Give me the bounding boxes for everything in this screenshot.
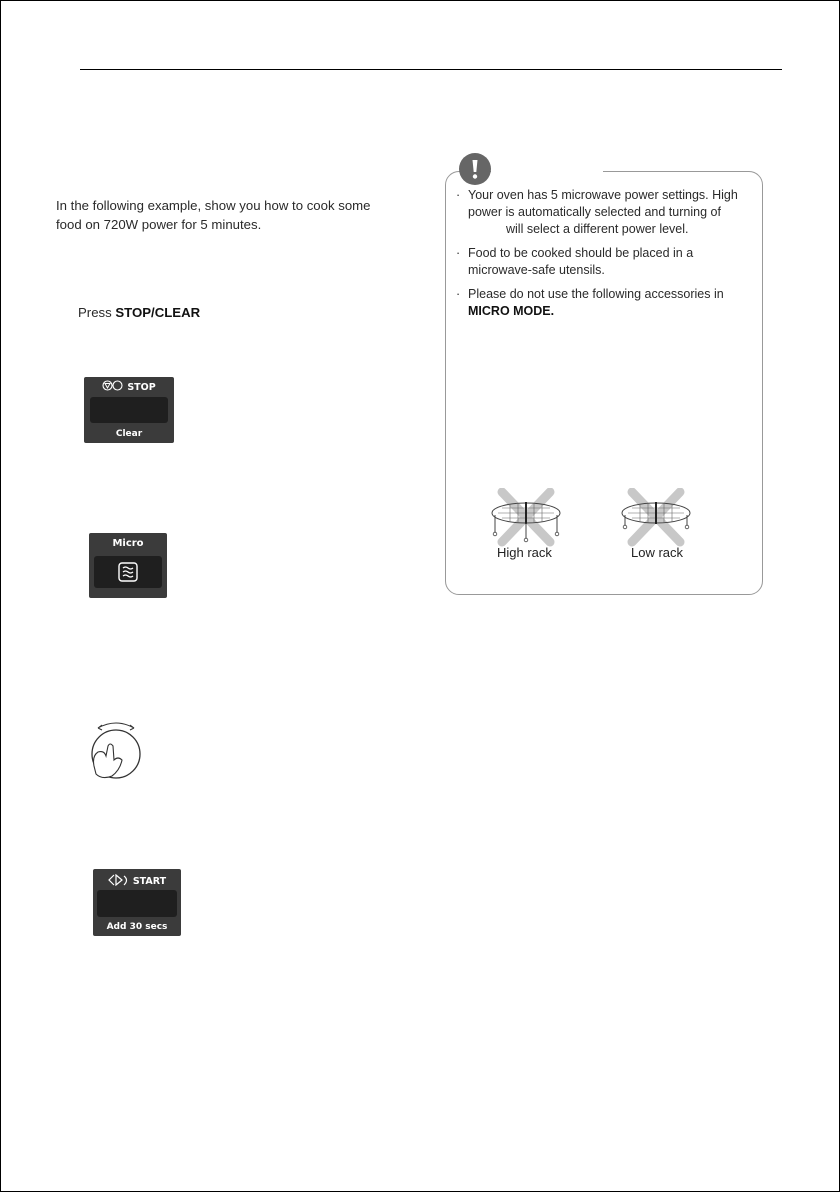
stop-icon: [102, 380, 124, 391]
step-1-keyword: STOP/CLEAR: [115, 305, 201, 320]
note-bullet: ·: [456, 287, 461, 301]
intro-line-1: In the following example, show you how to cook some: [56, 198, 371, 213]
stop-clear-button[interactable]: [84, 377, 174, 443]
step-1-prefix: Press: [78, 305, 116, 320]
low-rack-label: Low rack: [631, 545, 684, 560]
note-item-1: [455, 187, 755, 238]
intro-text: [56, 196, 396, 234]
note-item-1-line-3: will select a different power level.: [506, 222, 689, 236]
note-title-rule: [491, 171, 603, 173]
start-button-label: START: [132, 876, 167, 887]
note-item-2-line-2: microwave-safe utensils.: [468, 263, 605, 277]
note-item-2: [455, 245, 755, 279]
note-bullet: ·: [456, 246, 461, 260]
high-rack-label: High rack: [497, 545, 552, 560]
step-1-text: [78, 305, 200, 320]
note-item-1-line-2: power is automatically selected and turning of: [468, 205, 721, 219]
note-item-3-line-1: Please do not use the following accessories in: [468, 287, 724, 301]
stop-button-top: [84, 380, 174, 393]
note-item-3: [455, 286, 755, 320]
clear-button-label: Clear: [115, 429, 143, 439]
note-item-1-line-1: Your oven has 5 microwave power settings. High: [468, 188, 738, 202]
micro-button[interactable]: [89, 533, 167, 598]
micro-button-label: Micro: [112, 538, 144, 549]
microwave-waves-icon: [118, 562, 138, 582]
add-30-secs-label: Add 30 secs: [106, 922, 168, 932]
note-list: [455, 187, 755, 327]
stop-button-display: [90, 397, 168, 423]
intro-line-2: food on 720W power for 5 minutes.: [56, 217, 262, 232]
start-button-display: [97, 890, 177, 917]
micro-mode-keyword: MICRO MODE.: [468, 304, 555, 318]
header-rule: [80, 69, 782, 70]
micro-button-display: [94, 556, 162, 588]
low-rack-crossed-icon: [618, 488, 698, 548]
high-rack-crossed-icon: [488, 488, 568, 548]
dial-knob-icon[interactable]: [78, 716, 168, 784]
note-bullet: ·: [456, 188, 461, 202]
exclamation-icon: [459, 153, 491, 185]
start-button-top: [93, 874, 181, 887]
start-button[interactable]: [93, 869, 181, 936]
stop-button-label: STOP: [127, 382, 156, 393]
start-icon: [108, 874, 130, 886]
note-item-2-line-1: Food to be cooked should be placed in a: [468, 246, 694, 260]
